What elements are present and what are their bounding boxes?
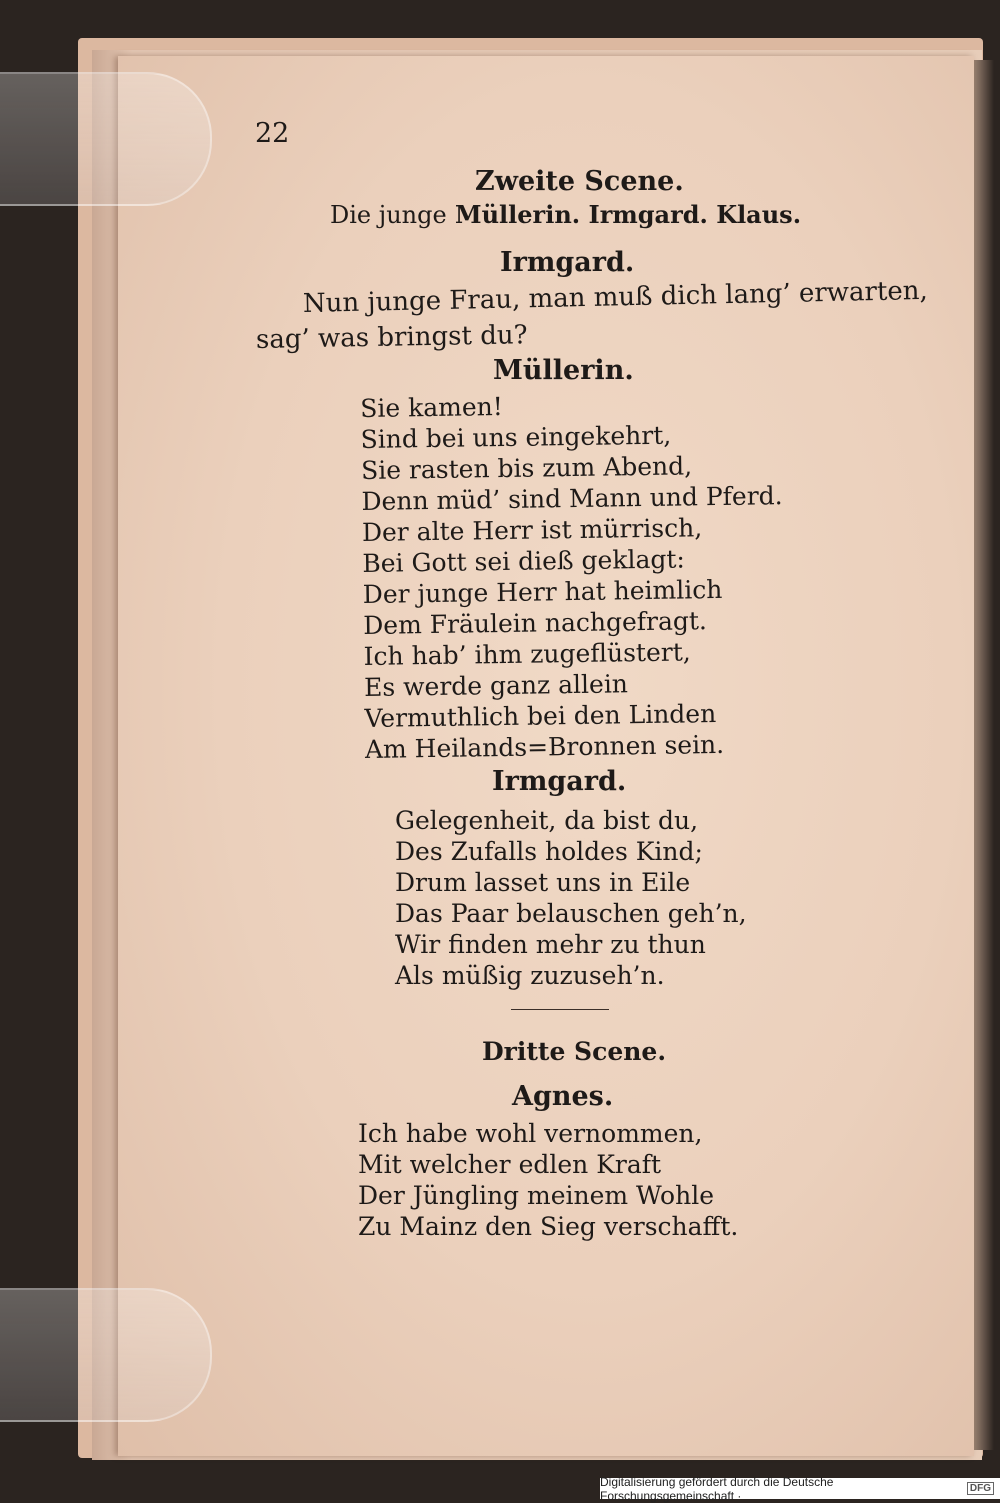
verse-line: Das Paar belauschen geh’n, (395, 899, 747, 928)
verse-line: Der Jüngling meinem Wohle (358, 1181, 714, 1210)
verse-line: Wir finden mehr zu thun (395, 930, 706, 959)
verse-line: Bei Gott sei dieß geklagt: (362, 544, 686, 578)
verse-line: Zu Mainz den Sieg verschafft. (358, 1212, 739, 1241)
verse-line: Denn müd’ sind Mann und Pferd. (361, 481, 783, 516)
speaker-name: Agnes. (512, 1081, 614, 1112)
page-number: 22 (255, 118, 290, 149)
footer-text: Digitalisierung gefördert durch die Deutsche Forschungsgemeinschaft · (600, 1474, 834, 1503)
verse-line: Dem Fräulein nachgefragt. (363, 606, 708, 640)
verse-line: Es werde ganz allein (363, 669, 629, 702)
verse-line: Ich hab’ ihm zugeflüstert, (363, 637, 691, 671)
speaker-name: Irmgard. (492, 766, 627, 797)
verse-line: Der alte Herr ist mürrisch, (361, 513, 703, 547)
verse-line: Gelegenheit, da bist du, (395, 806, 699, 835)
verse-block (360, 387, 786, 765)
verse-line: Des Zufalls holdes Kind; (395, 837, 703, 866)
cast-names: Müllerin. Irmgard. Klaus. (455, 200, 802, 229)
verse-line: Als müßig zuzuseh’n. (395, 961, 665, 990)
digitization-footer (600, 1474, 1000, 1503)
page-clip-bottom (0, 1288, 212, 1422)
speaker-name: Irmgard. (500, 247, 635, 278)
verse-line: Sie kamen! (360, 392, 503, 423)
cast-prefix: Die junge (330, 201, 447, 229)
verse-line: Am Heilands=Bronnen sein. (364, 729, 725, 764)
verse-block (358, 1118, 738, 1242)
book-spine-edge (972, 60, 994, 1450)
dfg-logo-icon: DFG (967, 1482, 994, 1495)
speaker-name: Müllerin. (493, 355, 634, 386)
verse-block (395, 805, 747, 991)
scene-title: Zweite Scene. (475, 166, 684, 197)
verse-line: Ich habe wohl vernommen, (358, 1119, 703, 1148)
verse-line: Mit welcher edlen Kraft (358, 1150, 662, 1179)
verse-line: Sie rasten bis zum Abend, (360, 451, 693, 485)
scene-divider (511, 1009, 609, 1010)
verse-line: Sind bei uns eingekehrt, (360, 420, 672, 454)
prose-line: Nun junge Frau, man muß dich lang’ erwarten, (302, 275, 929, 319)
cast-list (330, 200, 801, 229)
verse-line: Drum lasset uns in Eile (395, 868, 691, 897)
page-clip-top (0, 72, 212, 206)
scene-title: Dritte Scene. (482, 1037, 667, 1066)
prose-line: sag’ was bringst du? (255, 320, 528, 355)
verse-line: Der junge Herr hat heimlich (362, 574, 723, 609)
verse-line: Vermuthlich bei den Linden (364, 699, 717, 733)
